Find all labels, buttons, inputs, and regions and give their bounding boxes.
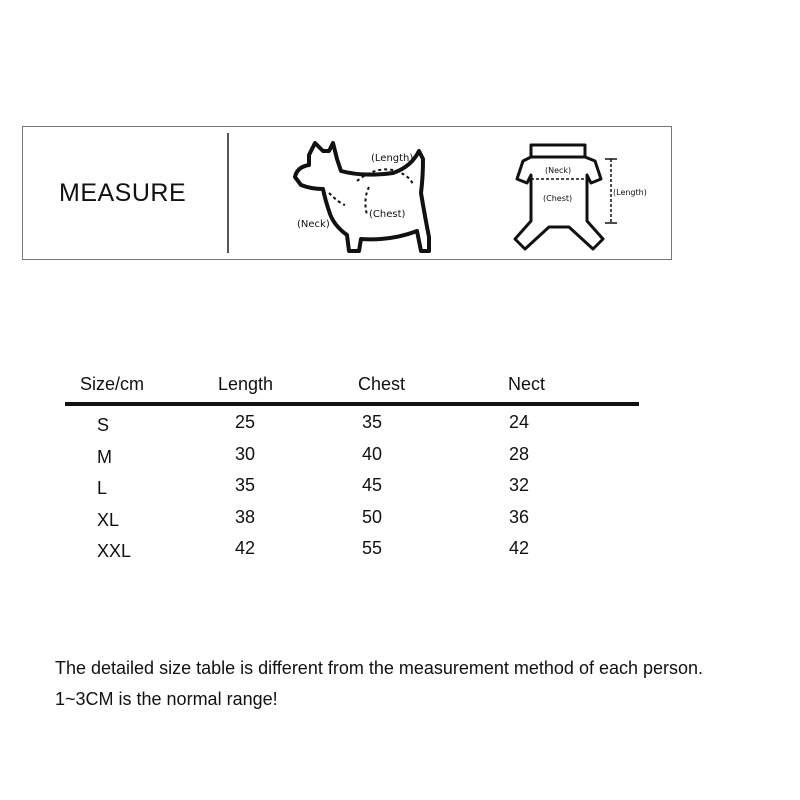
table-row (65, 444, 640, 476)
cell-size: M (97, 446, 112, 467)
header-neck: Nect (508, 374, 546, 394)
cell-size: L (97, 478, 108, 498)
cell-length: 25 (235, 412, 256, 432)
table-row (65, 538, 640, 570)
table-row (65, 412, 640, 444)
dog-chest-label: (Chest) (369, 209, 406, 220)
suit-chest-label: (Chest) (543, 194, 573, 203)
dog-length-label: (Length) (371, 153, 414, 164)
cell-size: XXL (97, 541, 132, 561)
measure-title: MEASURE (59, 179, 187, 207)
cell-neck: 36 (509, 506, 530, 527)
header-length: Length (218, 374, 274, 394)
cell-neck: 42 (509, 538, 530, 558)
cell-length: 38 (235, 506, 256, 527)
table-body (65, 412, 640, 570)
header-rule (65, 402, 639, 406)
header-size: Size/cm (80, 374, 145, 394)
size-table (65, 372, 640, 561)
dog-neck-label: (Neck) (297, 219, 330, 230)
cell-size: S (97, 415, 110, 435)
cell-neck: 28 (509, 443, 530, 464)
range-note: 1~3CM is the normal range! (55, 689, 278, 709)
size-note: The detailed size table is different from the measurement method of each person. (55, 658, 704, 678)
table-header (65, 372, 640, 402)
cell-chest: 40 (362, 443, 383, 464)
cell-length: 35 (235, 475, 256, 495)
cell-chest: 55 (362, 538, 383, 558)
suit-neck-label: (Neck) (545, 166, 572, 175)
table-row (65, 475, 640, 507)
cell-neck: 24 (509, 412, 530, 432)
cell-chest: 50 (362, 506, 383, 527)
suit-length-label: (Length) (613, 188, 647, 197)
cell-length: 42 (235, 538, 256, 558)
table-row (65, 507, 640, 539)
cell-neck: 32 (509, 475, 530, 495)
cell-size: XL (97, 509, 120, 530)
dog-outline-icon (273, 137, 443, 257)
dog-length-line (357, 169, 413, 185)
cell-chest: 35 (362, 412, 383, 432)
pet-suit-outline-icon (503, 135, 647, 255)
dog-neck-line (329, 193, 345, 205)
panel-divider (227, 133, 229, 253)
cell-length: 30 (235, 443, 256, 464)
measure-panel (22, 126, 672, 260)
cell-chest: 45 (362, 475, 383, 495)
header-chest: Chest (358, 374, 406, 394)
